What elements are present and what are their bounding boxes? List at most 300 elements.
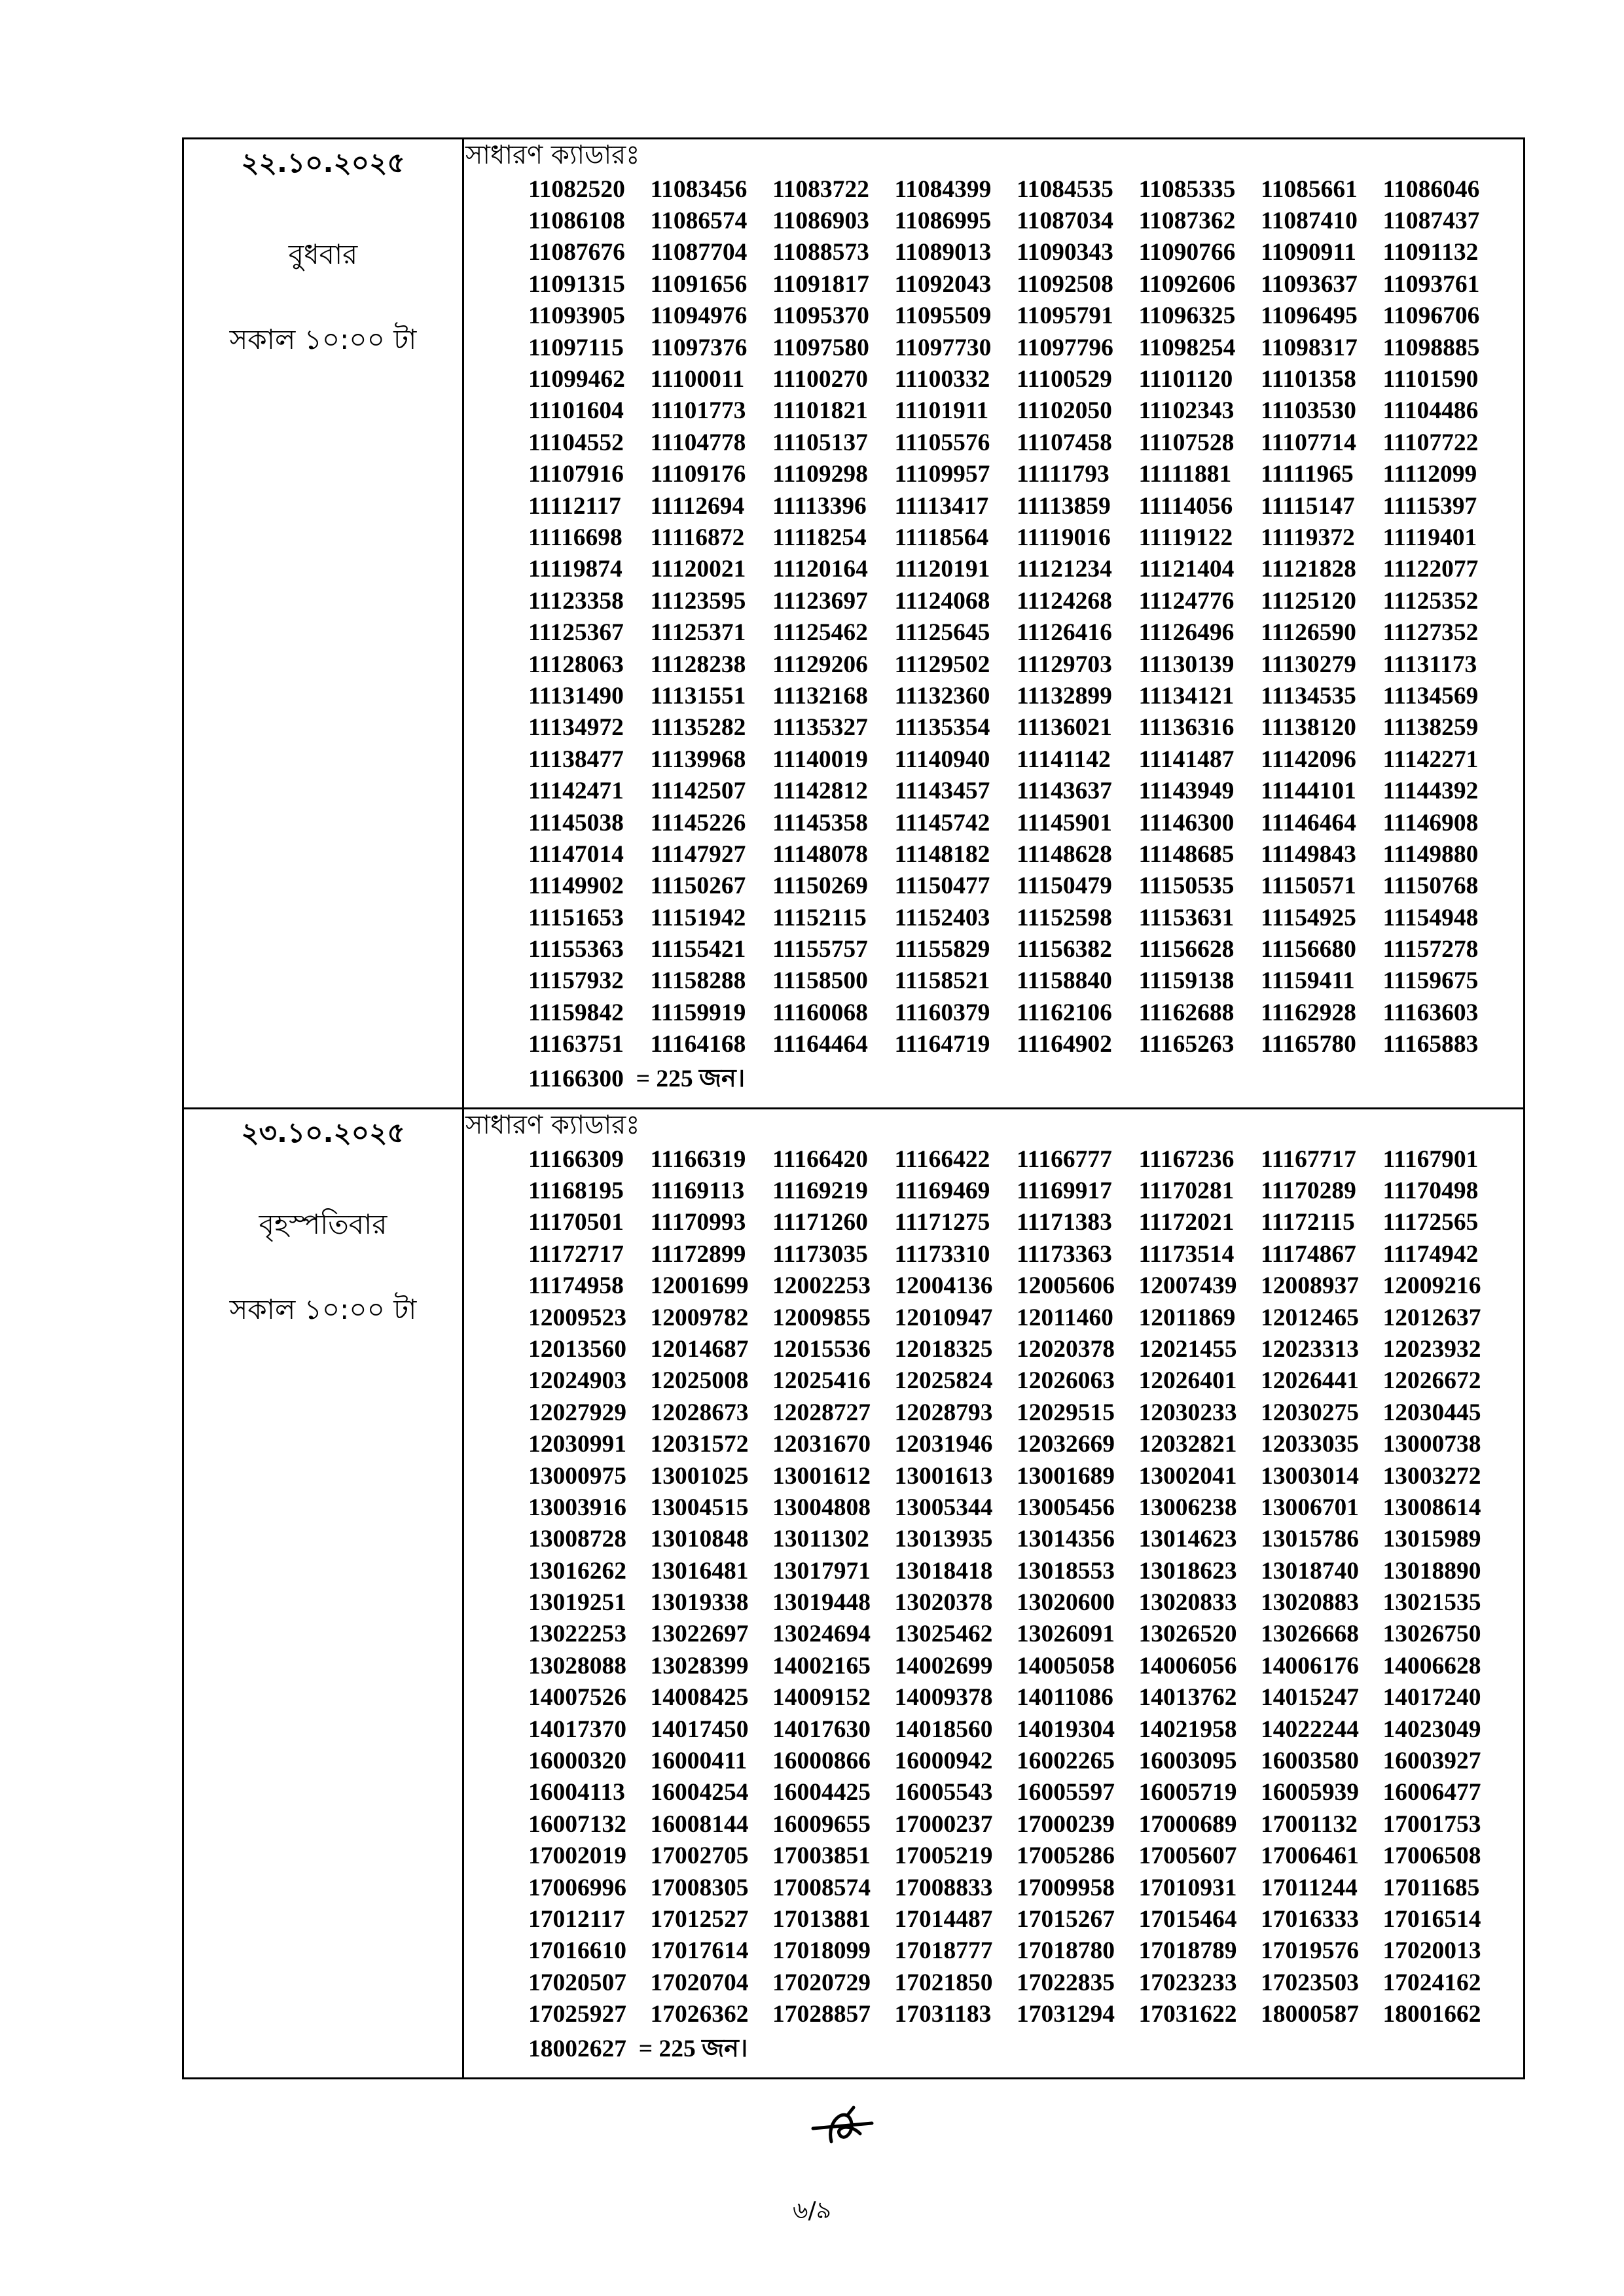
roll-number: 12028673	[650, 1399, 749, 1426]
roll-number: 11086995	[894, 207, 992, 235]
roll-number: 17023503	[1261, 1969, 1359, 1996]
roll-number: 11134535	[1261, 682, 1356, 709]
roll-number: 11131490	[528, 682, 624, 709]
roll-number: 11092043	[894, 270, 992, 298]
roll-number: 11164464	[772, 1031, 868, 1058]
roll-number: 11086108	[528, 207, 625, 235]
roll-number: 12025008	[650, 1367, 749, 1395]
roll-number: 13028088	[528, 1652, 626, 1679]
roll-number: 11111793	[1017, 461, 1110, 488]
roll-number: 16003095	[1138, 1748, 1237, 1775]
roll-number: 11150479	[1017, 872, 1112, 900]
roll-number: 11134972	[528, 714, 624, 742]
roll-number: 11146300	[1138, 809, 1235, 836]
roll-row	[528, 1492, 1523, 1523]
total-line	[528, 2029, 748, 2071]
roll-number: 16004254	[650, 1779, 749, 1806]
roll-number: 17005286	[1017, 1842, 1115, 1870]
roll-number: 13005344	[894, 1494, 993, 1521]
exam-time: সকাল ১০:০০ টা	[229, 1293, 417, 1325]
roll-number: 12008937	[1261, 1272, 1359, 1300]
roll-number: 11150535	[1138, 872, 1235, 900]
roll-number: 11148685	[1138, 840, 1235, 868]
roll-number: 17010931	[1138, 1874, 1237, 1901]
roll-number: 11114056	[1138, 492, 1233, 520]
roll-number: 17002705	[650, 1842, 749, 1870]
roll-number: 16004113	[528, 1779, 625, 1806]
roll-number: 11109176	[650, 461, 746, 488]
roll-number: 13013935	[894, 1526, 993, 1553]
roll-row	[528, 1998, 1523, 2030]
roll-number: 13000738	[1382, 1431, 1481, 1458]
roll-number: 11162928	[1261, 999, 1356, 1026]
roll-number: 11172115	[1261, 1209, 1355, 1236]
roll-number: 11107722	[1382, 429, 1479, 456]
roll-row	[528, 173, 1523, 205]
roll-number: 17020704	[650, 1969, 749, 1996]
roll-number: 11148628	[1017, 840, 1112, 868]
roll-number: 14017630	[772, 1715, 871, 1743]
roll-number: 11116872	[650, 524, 745, 551]
roll-number: 14021958	[1138, 1715, 1237, 1743]
roll-number: 11145742	[894, 809, 990, 836]
roll-number: 12028727	[772, 1399, 871, 1426]
date-cell	[183, 1108, 463, 2078]
roll-number: 11130279	[1261, 651, 1356, 678]
roll-number: 13020883	[1261, 1589, 1359, 1617]
roll-number: 11172021	[1138, 1209, 1235, 1236]
roll-number: 11101120	[1138, 366, 1233, 393]
roll-number: 12023932	[1382, 1335, 1481, 1363]
roll-number: 13020600	[1017, 1589, 1115, 1617]
roll-number: 11087362	[1138, 207, 1236, 235]
roll-row	[528, 1777, 1523, 1808]
roll-number: 13006238	[1138, 1494, 1237, 1521]
roll-number: 11145038	[528, 809, 624, 836]
roll-row	[528, 1713, 1523, 1745]
roll-number: 11143637	[1017, 778, 1112, 805]
roll-number: 13003272	[1382, 1462, 1481, 1490]
exam-date: ২২.১০.২০২৫	[241, 147, 405, 179]
roll-row	[528, 1270, 1523, 1302]
roll-number: 11101911	[894, 397, 989, 425]
roll-number: 11134121	[1138, 682, 1235, 709]
roll-number: 12031946	[894, 1431, 993, 1458]
roll-number: 12030991	[528, 1431, 626, 1458]
roll-number: 12033035	[1261, 1431, 1359, 1458]
roll-number: 11119874	[528, 556, 623, 583]
roll-number: 11124776	[1138, 587, 1235, 615]
roll-row	[528, 997, 1523, 1028]
roll-number: 11153631	[1138, 904, 1235, 931]
roll-row	[528, 1143, 1523, 1175]
roll-number: 11163603	[1382, 999, 1479, 1026]
roll-number: 11091817	[772, 270, 869, 298]
roll-number: 11173363	[1017, 1240, 1112, 1268]
roll-number: 13008728	[528, 1526, 626, 1553]
roll-number: 17001132	[1261, 1810, 1358, 1838]
roll-number: 17001753	[1382, 1810, 1481, 1838]
roll-number: 11165263	[1138, 1031, 1235, 1058]
roll-number: 11173035	[772, 1240, 868, 1268]
roll-number: 16003580	[1261, 1748, 1359, 1775]
signature-mark	[800, 2094, 885, 2153]
roll-row	[528, 1935, 1523, 1967]
roll-number: 12012465	[1261, 1304, 1359, 1331]
roll-number: 11158840	[1017, 967, 1112, 995]
roll-number: 16000942	[894, 1748, 993, 1775]
roll-number: 11163751	[528, 1031, 624, 1058]
roll-number: 11170498	[1382, 1177, 1479, 1205]
roll-number: 12026441	[1261, 1367, 1359, 1395]
roll-number: 11085335	[1138, 175, 1236, 203]
roll-row	[528, 1619, 1523, 1650]
roll-number: 16009655	[772, 1810, 871, 1838]
roll-row	[528, 1460, 1523, 1492]
roll-number: 13028399	[650, 1652, 749, 1679]
schedule-row	[183, 1108, 1525, 2078]
roll-number: 13025462	[894, 1621, 993, 1648]
total-unit: জন।	[699, 1063, 746, 1092]
roll-number: 17024162	[1382, 1969, 1481, 1996]
roll-number: 12030445	[1382, 1399, 1481, 1426]
roll-number: 11141487	[1138, 745, 1235, 773]
roll-cell	[463, 139, 1525, 1109]
roll-number: 12005606	[1017, 1272, 1115, 1300]
roll-number: 14007526	[528, 1684, 626, 1712]
roll-number: 13014356	[1017, 1526, 1115, 1553]
roll-number: 11172899	[650, 1240, 746, 1268]
schedule-body	[183, 139, 1525, 2079]
roll-number: 12012637	[1382, 1304, 1481, 1331]
roll-number: 12029515	[1017, 1399, 1115, 1426]
roll-row	[528, 427, 1523, 458]
roll-number: 17006508	[1382, 1842, 1481, 1870]
roll-number: 11167236	[1138, 1145, 1235, 1173]
roll-number: 17006996	[528, 1874, 626, 1901]
roll-number: 17002019	[528, 1842, 626, 1870]
roll-number: 17021850	[894, 1969, 993, 1996]
roll-number: 11154925	[1261, 904, 1356, 931]
roll-number: 11172717	[528, 1240, 624, 1268]
roll-number: 11125645	[894, 619, 990, 647]
roll-number: 11173310	[894, 1240, 990, 1268]
roll-number: 11125352	[1382, 587, 1479, 615]
roll-number: 11125367	[528, 619, 624, 647]
roll-number: 11084535	[1017, 175, 1113, 203]
roll-number: 11131551	[650, 682, 746, 709]
roll-number: 12007439	[1138, 1272, 1237, 1300]
roll-number: 12025416	[772, 1367, 871, 1395]
roll-row	[528, 965, 1523, 997]
roll-row	[528, 870, 1523, 902]
roll-number: 13000975	[528, 1462, 626, 1490]
roll-number: 11091132	[1382, 239, 1479, 266]
roll-number: 13001613	[894, 1462, 993, 1490]
roll-number: 11111881	[1138, 461, 1232, 488]
roll-number: 11101604	[528, 397, 624, 425]
roll-number: 17016333	[1261, 1906, 1359, 1933]
roll-number: 11150768	[1382, 872, 1479, 900]
roll-row	[528, 617, 1523, 648]
roll-row	[528, 554, 1523, 585]
roll-number: 11167901	[1382, 1145, 1479, 1173]
roll-number: 12023313	[1261, 1335, 1359, 1363]
roll-number: 17000689	[1138, 1810, 1237, 1838]
roll-number: 11131173	[1382, 651, 1477, 678]
roll-number: 11170289	[1261, 1177, 1356, 1205]
roll-number: 11100529	[1017, 366, 1112, 393]
roll-number: 14019304	[1017, 1715, 1115, 1743]
roll-number: 11120164	[772, 556, 868, 583]
roll-number: 11123595	[650, 587, 746, 615]
roll-number: 11094976	[650, 302, 748, 330]
roll-number: 16000320	[528, 1748, 626, 1775]
roll-number: 11118254	[772, 524, 867, 551]
roll-number: 11169113	[650, 1177, 745, 1205]
roll-number: 11119372	[1261, 524, 1355, 551]
roll-number: 11113859	[1017, 492, 1111, 520]
roll-number: 13006701	[1261, 1494, 1359, 1521]
roll-number: 16004425	[772, 1779, 871, 1806]
roll-number: 11096706	[1382, 302, 1480, 330]
roll-number: 13019448	[772, 1589, 871, 1617]
roll-number: 11144101	[1261, 778, 1356, 805]
roll-number: 11100332	[894, 366, 990, 393]
roll-number: 11157278	[1382, 936, 1479, 963]
roll-number: 11132168	[772, 682, 868, 709]
total-count: = 225	[638, 2035, 696, 2062]
roll-number: 11097580	[772, 334, 869, 361]
roll-list	[464, 173, 1523, 1100]
roll-number: 17020729	[772, 1969, 871, 1996]
roll-number: 11159842	[528, 999, 624, 1026]
roll-number: 11095370	[772, 302, 869, 330]
roll-number: 11090766	[1138, 239, 1236, 266]
roll-number: 17003851	[772, 1842, 871, 1870]
roll-row	[528, 1555, 1523, 1587]
roll-number: 11101821	[772, 397, 868, 425]
roll-number: 11149843	[1261, 840, 1356, 868]
last-roll-number: 18002627	[528, 2035, 626, 2062]
roll-number: 11115147	[1261, 492, 1355, 520]
roll-number: 11166309	[528, 1145, 624, 1173]
roll-number: 11105137	[772, 429, 868, 456]
roll-number: 13020378	[894, 1589, 993, 1617]
roll-number: 11104486	[1382, 397, 1479, 425]
roll-number: 11138477	[528, 745, 624, 773]
roll-number: 17020013	[1382, 1937, 1481, 1965]
roll-row	[528, 807, 1523, 838]
roll-number: 11154948	[1382, 904, 1479, 931]
roll-number: 11092606	[1138, 270, 1236, 298]
roll-number: 11156382	[1017, 936, 1112, 963]
roll-number: 11170281	[1138, 1177, 1235, 1205]
roll-number: 17031622	[1138, 2001, 1237, 2028]
roll-number: 13018623	[1138, 1557, 1237, 1585]
roll-number: 11113417	[894, 492, 989, 520]
roll-number: 13026750	[1382, 1621, 1481, 1648]
roll-row	[528, 1524, 1523, 1555]
roll-number: 11105576	[894, 429, 990, 456]
roll-number: 17018780	[1017, 1937, 1115, 1965]
last-roll-number: 11166300	[528, 1065, 624, 1092]
roll-number: 11148078	[772, 840, 868, 868]
roll-number: 13026668	[1261, 1621, 1359, 1648]
roll-number: 17023233	[1138, 1969, 1237, 1996]
roll-number: 11155757	[772, 936, 868, 963]
roll-number: 11104778	[650, 429, 746, 456]
roll-number: 11101773	[650, 397, 746, 425]
roll-number: 11086574	[650, 207, 748, 235]
roll-number: 11162688	[1138, 999, 1235, 1026]
roll-number: 11139968	[650, 745, 746, 773]
roll-number: 13018740	[1261, 1557, 1359, 1585]
roll-row	[528, 585, 1523, 617]
roll-number: 11121828	[1261, 556, 1356, 583]
roll-number: 13017971	[772, 1557, 871, 1585]
roll-number: 11174942	[1382, 1240, 1479, 1268]
roll-number: 13001025	[650, 1462, 749, 1490]
roll-number: 13022697	[650, 1621, 749, 1648]
roll-number: 11097730	[894, 334, 992, 361]
roll-row	[528, 1808, 1523, 1840]
roll-number: 14008425	[650, 1684, 749, 1712]
roll-number: 11097115	[528, 334, 624, 361]
roll-number: 11149902	[528, 872, 624, 900]
roll-number: 11112117	[528, 492, 621, 520]
roll-number: 11126590	[1261, 619, 1356, 647]
roll-number: 11134569	[1382, 682, 1479, 709]
roll-number: 11091656	[650, 270, 748, 298]
roll-row	[528, 205, 1523, 236]
roll-number: 12011869	[1138, 1304, 1236, 1331]
roll-number: 12024903	[528, 1367, 626, 1395]
roll-row	[528, 1587, 1523, 1618]
roll-row	[528, 1840, 1523, 1872]
roll-number: 11087676	[528, 239, 625, 266]
schedule-row	[183, 139, 1525, 1109]
roll-number: 17000237	[894, 1810, 993, 1838]
roll-number: 17008574	[772, 1874, 871, 1901]
roll-number: 11148182	[894, 840, 990, 868]
roll-row	[528, 1207, 1523, 1238]
roll-list	[464, 1143, 1523, 2070]
roll-number: 11090911	[1261, 239, 1356, 266]
roll-number: 11155363	[528, 936, 624, 963]
roll-number: 12009782	[650, 1304, 749, 1331]
roll-number: 17016514	[1382, 1906, 1481, 1933]
roll-number: 12031572	[650, 1431, 749, 1458]
roll-number: 11122077	[1382, 556, 1479, 583]
roll-number: 11169917	[1017, 1177, 1112, 1205]
roll-number: 14009378	[894, 1684, 993, 1712]
roll-number: 11116698	[528, 524, 623, 551]
roll-row	[528, 1175, 1523, 1206]
roll-number: 12018325	[894, 1335, 993, 1363]
roll-number: 11155421	[650, 936, 746, 963]
roll-number: 11098254	[1138, 334, 1236, 361]
roll-number: 11166420	[772, 1145, 868, 1173]
roll-number: 11125462	[772, 619, 868, 647]
roll-row	[528, 933, 1523, 965]
roll-number: 11169219	[772, 1177, 868, 1205]
roll-number: 11084399	[894, 175, 992, 203]
roll-row	[528, 237, 1523, 268]
roll-number: 17018789	[1138, 1937, 1237, 1965]
roll-number: 11087437	[1382, 207, 1480, 235]
roll-number: 11129502	[894, 651, 990, 678]
roll-number: 14017450	[650, 1715, 749, 1743]
roll-row	[528, 1428, 1523, 1460]
roll-number: 12009216	[1382, 1272, 1481, 1300]
roll-number: 12027929	[528, 1399, 626, 1426]
roll-number: 11088573	[772, 239, 869, 266]
roll-number: 11174867	[1261, 1240, 1356, 1268]
roll-number: 14023049	[1382, 1715, 1481, 1743]
roll-number: 11129703	[1017, 651, 1112, 678]
roll-number: 11135354	[894, 714, 990, 742]
roll-number: 14006176	[1261, 1652, 1359, 1679]
roll-number: 11152598	[1017, 904, 1112, 931]
roll-number: 12026401	[1138, 1367, 1237, 1395]
roll-number: 11120021	[650, 556, 746, 583]
roll-number: 16005939	[1261, 1779, 1359, 1806]
roll-number: 13026091	[1017, 1621, 1115, 1648]
roll-number: 12026063	[1017, 1367, 1115, 1395]
roll-number: 11095791	[1017, 302, 1113, 330]
roll-number: 11138120	[1261, 714, 1356, 742]
roll-number: 13004808	[772, 1494, 871, 1521]
roll-number: 11089013	[894, 239, 992, 266]
roll-number: 16002265	[1017, 1748, 1115, 1775]
roll-row	[528, 1682, 1523, 1713]
roll-number: 11147014	[528, 840, 624, 868]
roll-number: 11152115	[772, 904, 867, 931]
roll-number: 17022835	[1017, 1969, 1115, 1996]
roll-number: 11145226	[650, 809, 746, 836]
roll-number: 11142471	[528, 778, 624, 805]
roll-row-total	[528, 1060, 1523, 1100]
roll-number: 13019251	[528, 1589, 626, 1617]
exam-time: সকাল ১০:০০ টা	[229, 323, 417, 355]
roll-number: 11129206	[772, 651, 868, 678]
roll-number: 16005719	[1138, 1779, 1237, 1806]
roll-number: 11102343	[1138, 397, 1235, 425]
roll-number: 11132360	[894, 682, 990, 709]
roll-number: 17017614	[650, 1937, 749, 1965]
roll-number: 13019338	[650, 1589, 749, 1617]
roll-number: 12002253	[772, 1272, 871, 1300]
roll-number: 12001699	[650, 1272, 749, 1300]
roll-number: 11169469	[894, 1177, 990, 1205]
roll-row	[528, 1650, 1523, 1681]
roll-number: 13018418	[894, 1557, 993, 1585]
roll-number: 13022253	[528, 1621, 626, 1648]
roll-number: 11143457	[894, 778, 990, 805]
roll-number: 13020833	[1138, 1589, 1237, 1617]
roll-number: 11165883	[1382, 1031, 1479, 1058]
roll-number: 11124068	[894, 587, 990, 615]
roll-number: 13001689	[1017, 1462, 1115, 1490]
cadre-label: সাধারণ ক্যাডারঃ	[465, 1109, 640, 1140]
roll-number: 16000411	[650, 1748, 748, 1775]
roll-number: 11160068	[772, 999, 868, 1026]
roll-number: 11093637	[1261, 270, 1358, 298]
roll-number: 11118564	[894, 524, 989, 551]
roll-number: 11092508	[1017, 270, 1113, 298]
roll-number: 12015536	[772, 1335, 871, 1363]
